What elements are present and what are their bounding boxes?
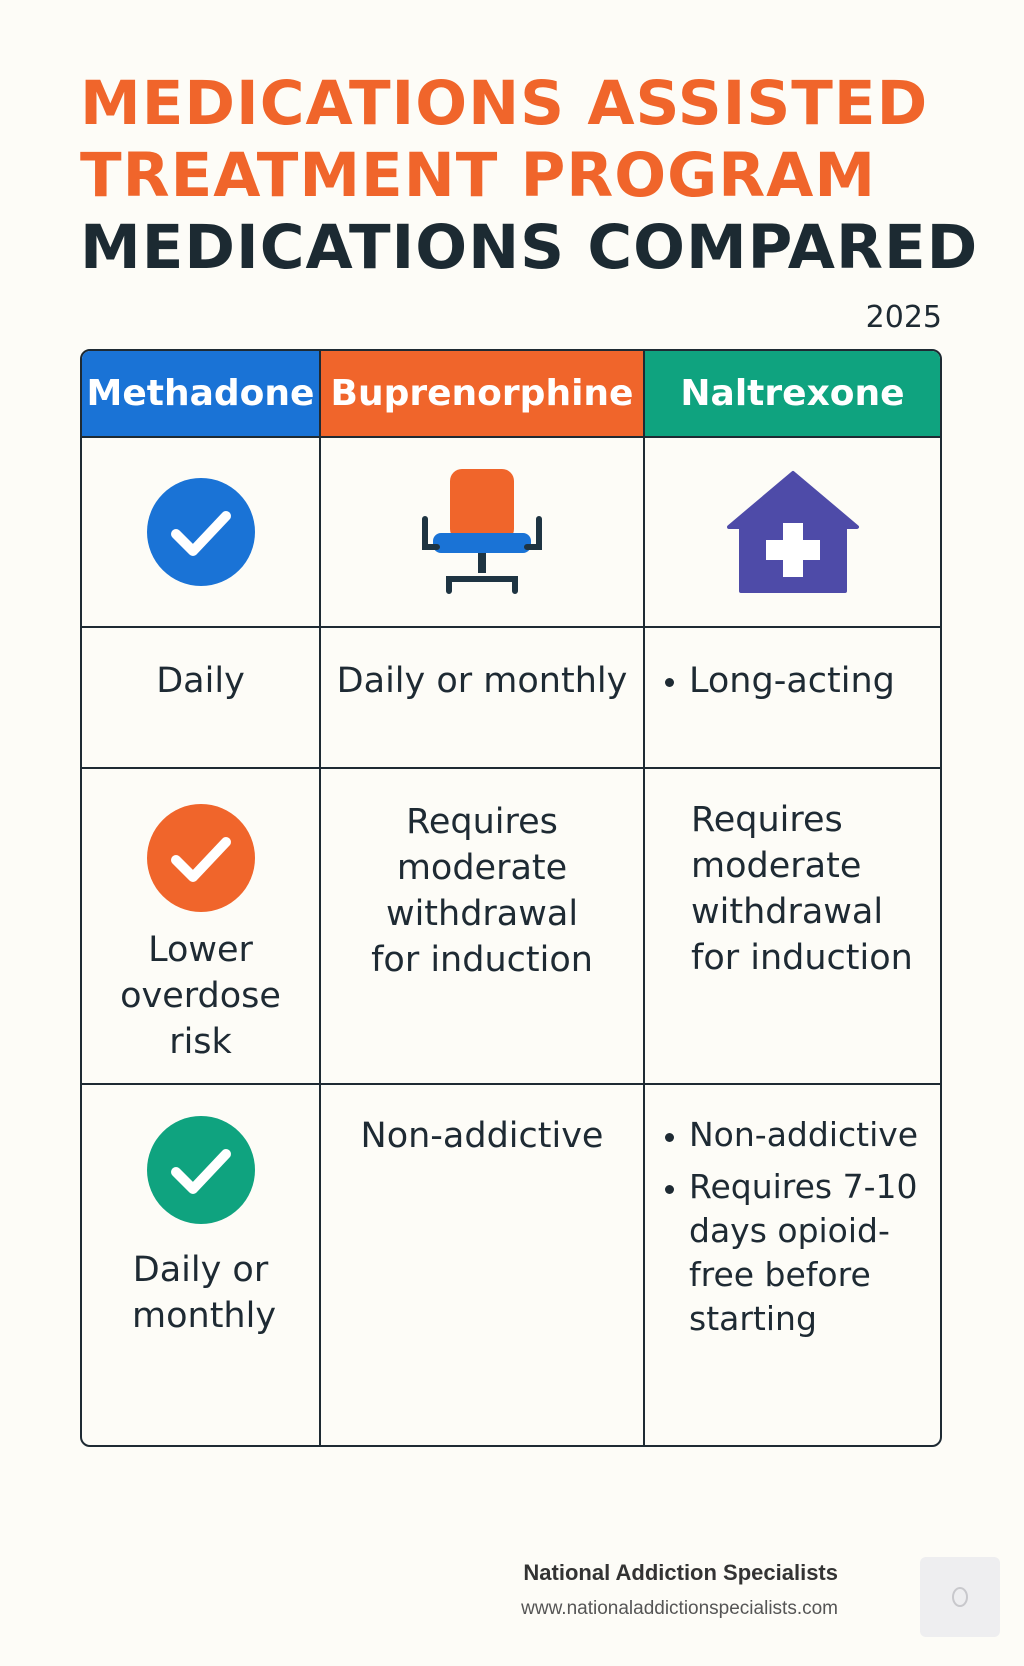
header-buprenorphine [321,351,645,438]
methadone-other-cell [82,1085,321,1447]
naltrexone-induction-cell [645,769,940,1085]
naltrexone-induction: Requires moderate withdrawal for induction [691,800,913,978]
naltrexone-dosing-cell [645,628,940,769]
buprenorphine-icon-cell [321,438,645,628]
year-label: 2025 [865,300,942,335]
list-item: Requires 7-10 days opioid-free before starting [663,1165,940,1341]
buprenorphine-other: Non-addictive [360,1116,604,1156]
list-item: Non-addictive [663,1113,940,1157]
header-naltrexone-label: Naltrexone [680,373,905,414]
methadone-dosing-cell [82,628,321,769]
page-title [80,68,978,284]
naltrexone-dosing-list [663,658,940,704]
buprenorphine-other-cell [321,1085,645,1447]
logo-placeholder-icon [920,1557,1000,1637]
naltrexone-other-list [663,1113,940,1341]
header-naltrexone [645,351,940,438]
comparison-table [80,349,942,1447]
check-circle-icon [146,803,256,913]
methadone-dosing: Daily [156,661,245,701]
methadone-induction: Lower overdose risk [120,930,281,1062]
org-url: www.nationaladdictionspecialists.com [521,1598,838,1619]
naltrexone-other-cell [645,1085,940,1447]
title-line-2: TREATMENT PROGRAM [80,140,877,211]
buprenorphine-dosing-cell [321,628,645,769]
check-circle-icon [146,477,256,587]
footer [521,1560,838,1620]
list-item: Long-acting [663,658,940,704]
org-name: National Addiction Specialists [523,1560,838,1585]
title-line-1: MEDICATIONS ASSISTED [80,68,929,139]
check-circle-icon [146,1115,256,1225]
methadone-icon-cell [82,438,321,628]
buprenorphine-induction-cell [321,769,645,1085]
buprenorphine-induction: Requires moderate withdrawal for induction [371,802,593,980]
header-methadone [82,351,321,438]
title-line-3: MEDICATIONS COMPARED [80,212,979,283]
buprenorphine-dosing: Daily or monthly [336,661,628,701]
header-methadone-label: Methadone [86,373,315,414]
house-medical-icon [725,469,861,595]
methadone-induction-cell [82,769,321,1085]
office-chair-icon [417,467,547,597]
header-buprenorphine-label: Buprenorphine [330,373,634,414]
naltrexone-icon-cell [645,438,940,628]
methadone-other: Daily or monthly [132,1250,277,1336]
logo-icon [950,1585,970,1609]
